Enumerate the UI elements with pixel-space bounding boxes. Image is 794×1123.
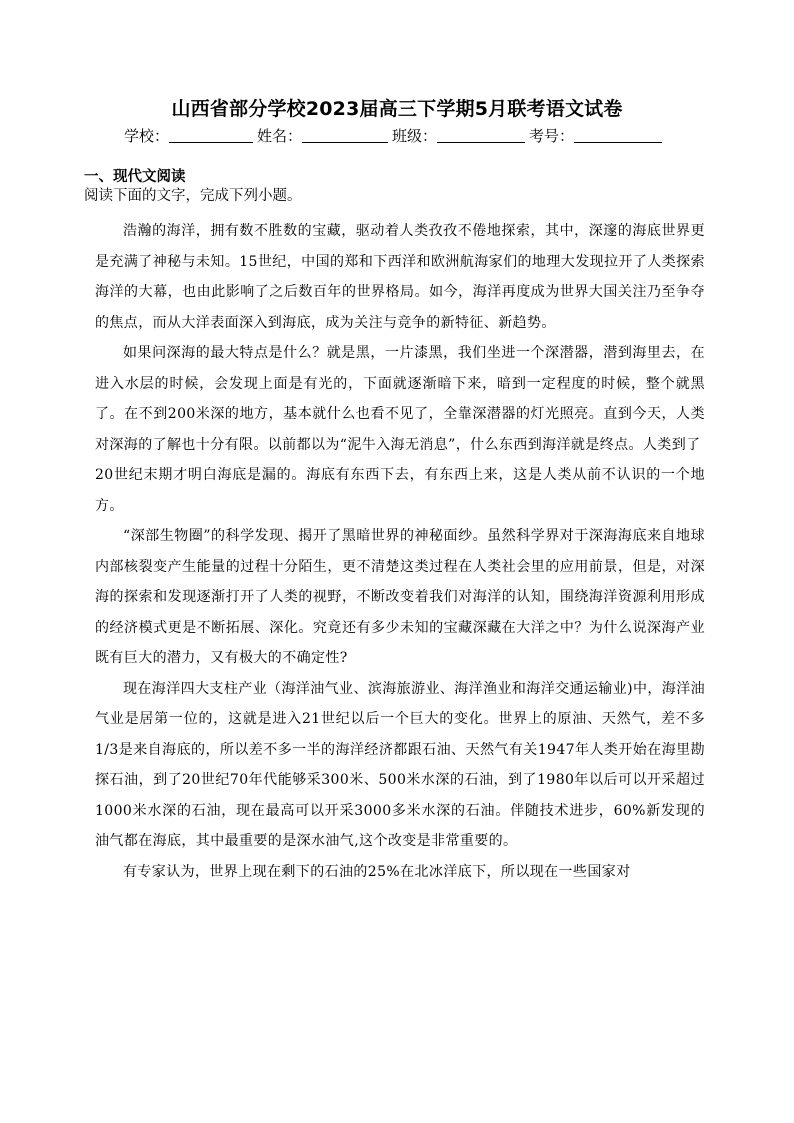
class-label: 班级： [392, 127, 438, 145]
school-label: 学校： [124, 127, 170, 145]
name-label: 姓名： [257, 127, 303, 145]
class-field [392, 125, 527, 147]
page-title: 山西省部分学校2023届高三下学期5月联考语文试卷 [171, 98, 623, 120]
school-blank [169, 126, 253, 143]
section-heading: 一、现代文阅读 [84, 169, 186, 185]
student-info-line [124, 125, 684, 147]
passage-paragraph: “深部生物圈”的科学发现、揭开了黑暗世界的神秘面纱。虽然科学界对于深海海底来自地球内部核裂变产生能量的过程十分陌生，更不清楚这类过程在人类社会里的应用前景，但是，对深海的探索和发现逐渐打开了人类的视野，不断改变着我们对海洋的认知，围绕海洋资源利用形成的经济模式更是不断拓展、深化。究竟还有多少未知的宝藏深藏在大洋之中？为什么说深海产业既有巨大的潜力，又有极大的不确定性? [95, 528, 705, 666]
reading-instruction: 阅读下面的文字，完成下列小题。 [84, 188, 302, 204]
passage-paragraph: 如果问深海的最大特点是什么？就是黑，一片漆黑，我们坐进一个深潜器，潜到海里去，在进入水层的时候，会发现上面是有光的，下面就逐渐暗下来，暗到一定程度的时候，整个就黑了。在不到200米深的地方，基本就什么也看不见了，全靠深潜器的灯光照亮。直到今天，人类对深海的了解也十分有限。以前都以为“泥牛入海无消息”，什么东西到海洋就是终点。人类到了 [95, 345, 705, 453]
passage-paragraph: 现在海洋四大支柱产业（海洋油气业、滨海旅游业、海洋渔业和海洋交通运输业)中，海洋油气业是居第一位的，这就是进入21世纪以后一个巨大的变化。世界上的原油、天然气，差不多1/3是来自海底的，所以差不多一半的海洋经济都跟石油、天然气有关1947年人类开始在海里勘探石油，到了20世纪70年代能够采300米、500米水深的石油，到了1980年以后可以开采超过1000米水深的石油，现在最高可以开采3000多米水深的石油。伴随技术进步，60%新发现的油气都在海底，其中最重要的是深水油气,这个改变是非常重要的。 [95, 680, 705, 849]
school-field [124, 125, 255, 147]
name-blank [302, 126, 388, 143]
exam-number-field [529, 125, 664, 147]
exam-number-label: 考号： [529, 127, 575, 145]
name-field [257, 125, 390, 147]
passage-paragraph: 有专家认为，世界上现在剩下的石油的25%在北冰洋底下，所以现在一些国家对 [123, 863, 631, 880]
passage-paragraph: 20世纪末期才明白海底是漏的。海底有东西下去，有东西上来，这是人类从前不认识的一个地方。 [95, 467, 705, 514]
class-blank [437, 126, 525, 143]
passage-paragraph: 浩瀚的海洋，拥有数不胜数的宝藏，驱动着人类孜孜不倦地探索，其中，深邃的海底世界更是充满了神秘与未知。15世纪，中国的郑和下西洋和欧洲航海家们的地理大发现拉开了人类探索海洋的大幕，也由此影响了之后数百年的世界格局。如今，海洋再度成为世界大国关注乃至争夺的焦点，而从大洋表面深入到海底，成为关注与竞争的新特征、新趋势。 [95, 223, 705, 331]
reading-passage [95, 216, 705, 887]
exam-number-blank [574, 126, 662, 143]
